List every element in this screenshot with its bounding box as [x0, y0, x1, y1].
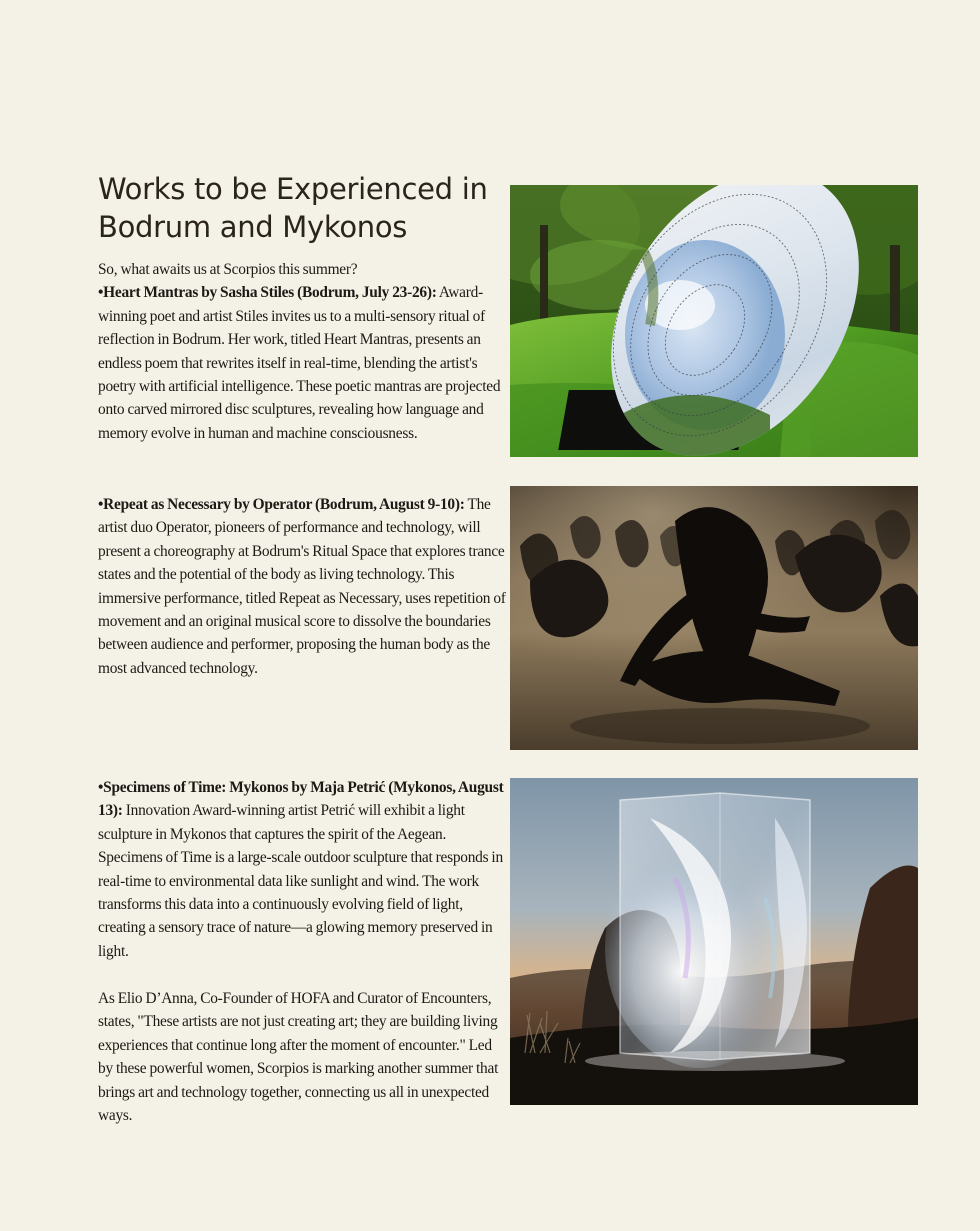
work-description: Innovation Award-winning artist Petrić will exhibit a light sculpture in Mykonos that captures the spirit of the Aegean. Specimens of Time is a large-scale outdoor sculpture that responds in real-time to environmental data like sunlight and wind. The work transforms this data into a continuously evolving field of light, creating a sensory trace of nature—a glowing memory preserved in light. — [98, 802, 503, 960]
specimens-of-time-section — [98, 776, 506, 963]
repeat-as-necessary-section — [98, 493, 506, 680]
work-description: The artist duo Operator, pioneers of performance and technology, will present a choreography at Bodrum's Ritual Space that explores trance states and the potential of the body as living technology. This immersive performance, titled Repeat as Necessary, uses repetition of movement and an original musical score to dissolve the boundaries between audience and performer, proposing the human body as the most advanced technology. — [98, 496, 506, 677]
work-entry — [98, 776, 506, 963]
mirrored-disc-sculpture-image — [510, 185, 918, 457]
work-title: •Specimens of Time: Mykonos by Maja Petrić (Mykonos, August 13): — [98, 779, 504, 820]
work-title: •Heart Mantras by Sasha Stiles (Bodrum, July 23-26): — [98, 284, 437, 302]
work-entry — [98, 493, 506, 680]
work-title: •Repeat as Necessary by Operator (Bodrum, August 9-10): — [98, 496, 465, 513]
work-description: Award-winning poet and artist Stiles invites us to a multi-sensory ritual of reflection in Bodrum. Her work, titled Heart Mantras, presents an endless poem that rewrites itself in real-time, blending the artist's poetry with artificial intelligence. These poetic mantras are projected onto carved mirrored disc sculptures, revealing how language and memory evolve in human and machine consciousness. — [98, 284, 501, 442]
light-sculpture-image — [510, 778, 918, 1105]
page-title: Works to be Experienced in Bodrum and Mykonos — [98, 172, 488, 244]
dancers-image — [510, 486, 918, 750]
specimens-of-time-photo — [510, 778, 918, 1105]
heart-mantras-section — [98, 258, 506, 445]
closing-text: As Elio D’Anna, Co-Founder of HOFA and Curator of Encounters, states, "These artists are not just creating art; they are building living experiences that continue long after the moment of encounter." Led by these powerful women, Scorpios is marking another summer that brings art and technology together, connecting us all in unexpected ways. — [98, 990, 499, 1125]
intro-text: So, what awaits us at Scorpios this summer? — [98, 261, 358, 278]
repeat-as-necessary-photo — [510, 486, 918, 750]
work-entry — [98, 281, 506, 445]
heart-mantras-photo — [510, 185, 918, 457]
closing-section — [98, 987, 506, 1127]
